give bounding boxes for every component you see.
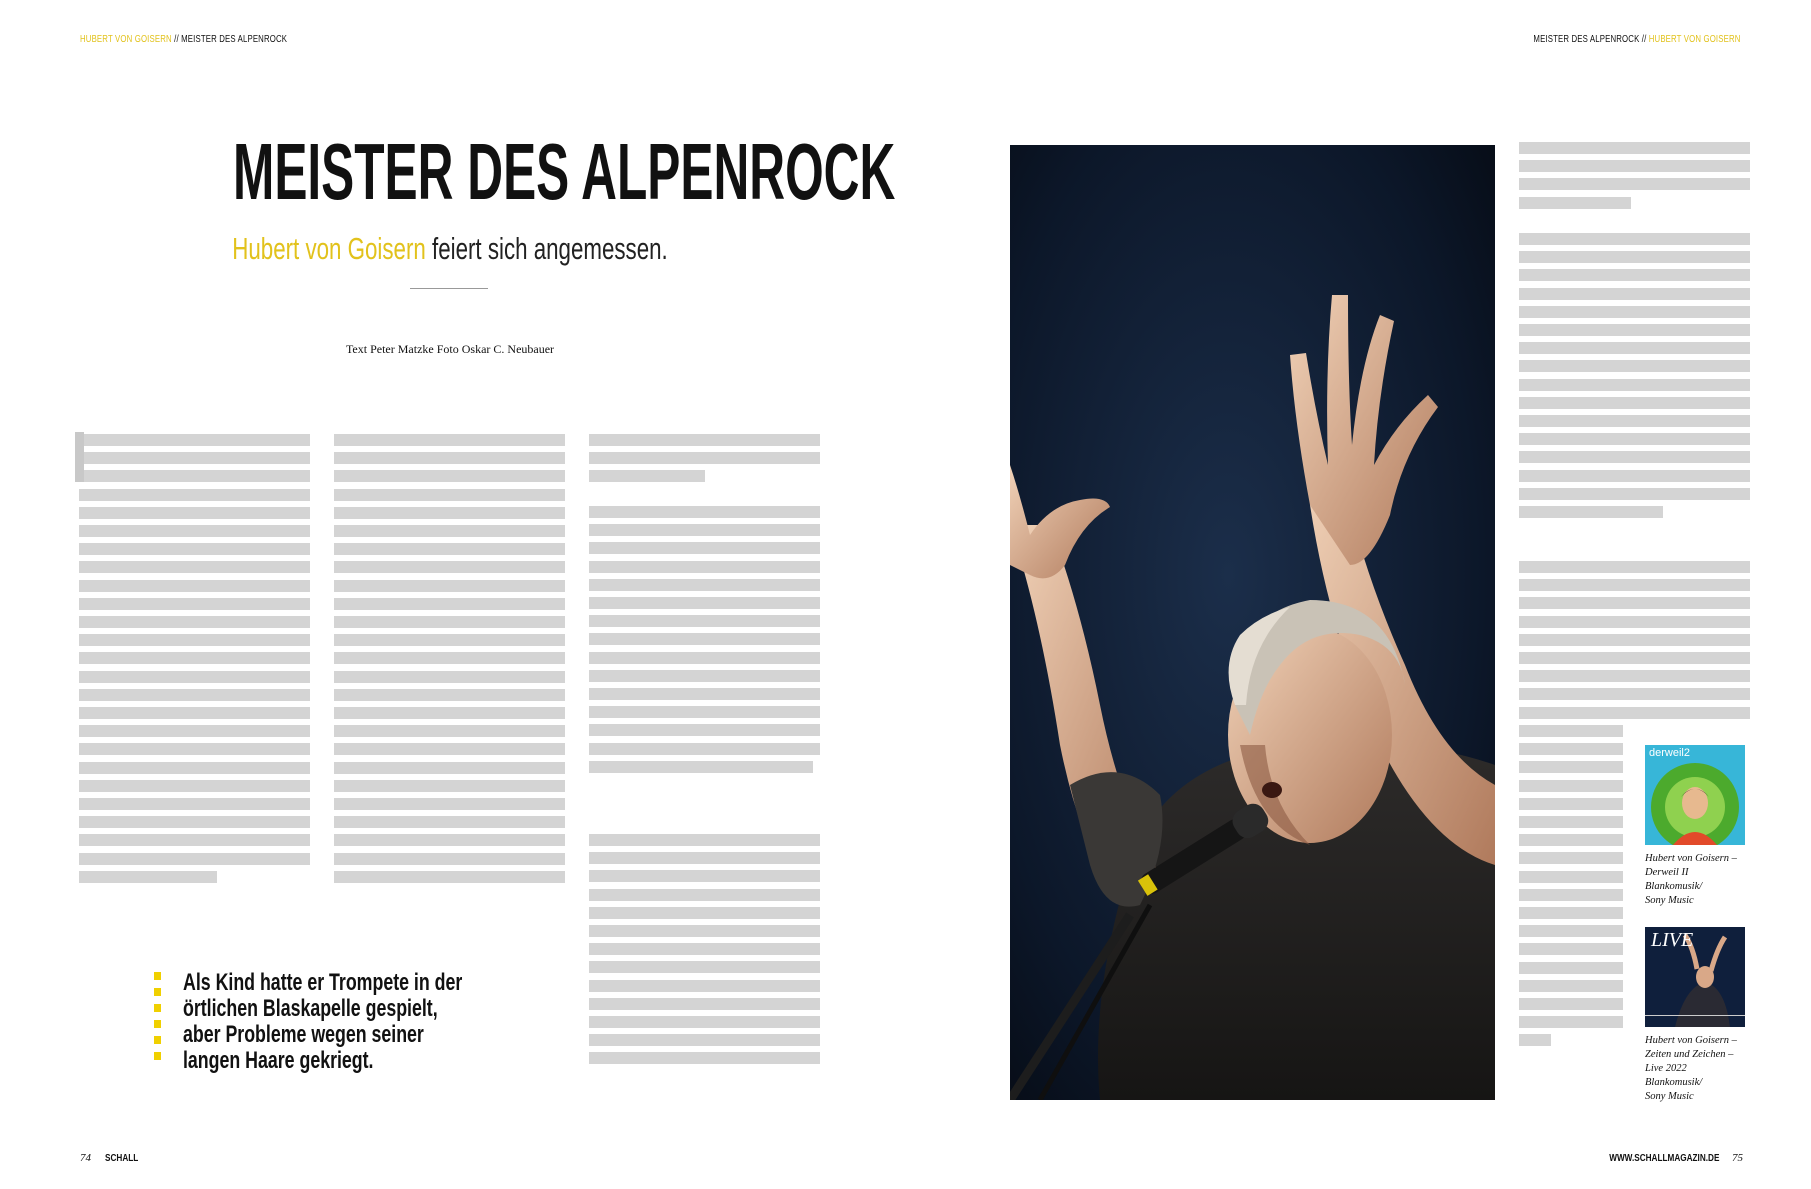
redacted-text-line [334,780,565,792]
redacted-text-line [79,780,310,792]
redacted-text-line [334,598,565,610]
redacted-text-line [1519,780,1623,792]
redacted-text-line [79,834,310,846]
redacted-text-line [79,798,310,810]
redacted-text-line [1519,688,1750,700]
redacted-text-line [334,489,565,501]
drop-cap-placeholder [75,432,84,482]
redacted-text-line [1519,761,1623,773]
redacted-text-line [79,871,217,883]
running-head-author: HUBERT VON GOISERN [80,34,172,45]
redacted-text-line [79,707,310,719]
redacted-text-line [589,943,820,955]
redacted-text-line [589,961,820,973]
quote-bullet [154,1020,161,1028]
caption-line: Live 2022 [1645,1063,1687,1074]
redacted-text-line [79,543,310,555]
redacted-text-line [1519,889,1623,901]
caption-line: Hubert von Goisern – [1645,1035,1737,1046]
redacted-text-line [1519,197,1631,209]
redacted-text-line [1519,379,1750,391]
album-cover-art [1645,745,1745,845]
redacted-text-line [334,507,565,519]
redacted-text-line [1519,451,1750,463]
quote-bullet [154,988,161,996]
redacted-text-line [1519,415,1750,427]
redacted-text-line [1519,251,1750,263]
subtitle-highlight: Hubert von Goisern [232,231,426,266]
redacted-text-line [334,743,565,755]
redacted-text-line [79,762,310,774]
redacted-text-line [334,616,565,628]
redacted-text-line [589,633,820,645]
redacted-text-line [1519,561,1750,573]
redacted-text-line [1519,925,1623,937]
page-number-right: 75 [1732,1152,1743,1164]
redacted-text-line [1519,634,1750,646]
redacted-text-line [1519,743,1623,755]
redacted-text-line [1519,1034,1551,1046]
album-cover-title: derweil2 [1649,747,1690,759]
redacted-text-line [1519,597,1750,609]
redacted-text-line [589,597,820,609]
caption-line: Sony Music [1645,895,1694,906]
redacted-text-line [334,580,565,592]
redacted-text-line [79,580,310,592]
redacted-text-line [589,470,705,482]
redacted-text-line [589,524,820,536]
footer-right [1585,1148,1743,1166]
redacted-text-line [334,707,565,719]
redacted-text-line [1519,306,1750,318]
quote-bullet [154,1036,161,1044]
caption-line: Derweil II [1645,867,1689,878]
redacted-text-line [334,689,565,701]
redacted-text-line [1519,160,1750,172]
redacted-text-line [79,470,310,482]
redacted-text-line [334,543,565,555]
redacted-text-line [79,816,310,828]
redacted-text-line [1519,506,1663,518]
redacted-text-line [589,452,820,464]
redacted-text-line [589,542,820,554]
redacted-text-line [334,725,565,737]
redacted-text-line [1519,1016,1623,1028]
pull-quote-line: langen Haare gekriegt. [183,1047,374,1074]
caption-line: Blankomusik/ [1645,1077,1703,1088]
redacted-text-line [589,870,820,882]
redacted-text-line [1519,342,1750,354]
redacted-text-line [589,834,820,846]
redacted-text-line [589,1034,820,1046]
redacted-text-line [79,561,310,573]
redacted-text-line [1519,943,1623,955]
redacted-text-line [1519,725,1623,737]
pull-quote-line: örtlichen Blaskapelle gespielt, [183,995,438,1022]
redacted-text-line [589,434,820,446]
redacted-text-line [1519,962,1623,974]
redacted-text-line [334,525,565,537]
redacted-text-line [79,725,310,737]
redacted-text-line [1519,616,1750,628]
redacted-text-line [334,634,565,646]
redacted-text-line [589,706,820,718]
redacted-text-line [589,907,820,919]
redacted-text-line [79,616,310,628]
redacted-text-line [1519,178,1750,190]
footer-left [80,1148,146,1166]
redacted-text-line [1519,433,1750,445]
redacted-text-line [79,489,310,501]
redacted-text-line [589,980,820,992]
footer-brand: SCHALL [105,1153,139,1164]
quote-bullet [154,972,161,980]
running-head-separator: // [1642,34,1647,45]
article-subtitle [198,232,702,266]
album-cover-derweil [1645,745,1745,845]
redacted-text-line [589,761,813,773]
redacted-text-line [334,853,565,865]
redacted-text-line [589,998,820,1010]
album-cover-live [1645,927,1745,1027]
redacted-text-line [334,871,565,883]
pull-quote-line: Als Kind hatte er Trompete in der [183,969,463,996]
quote-bullet [154,1004,161,1012]
redacted-text-line [1519,397,1750,409]
redacted-text-line [334,452,565,464]
caption-line: Blankomusik/ [1645,881,1703,892]
redacted-text-line [1519,707,1750,719]
page-number-left: 74 [80,1152,91,1164]
hero-photo [1010,145,1495,1100]
redacted-text-line [589,743,820,755]
redacted-text-line [334,434,565,446]
redacted-text-line [334,798,565,810]
redacted-text-line [1519,360,1750,372]
running-head-left [80,34,287,45]
running-head-right [1534,34,1741,45]
redacted-text-line [1519,852,1623,864]
redacted-text-line [589,925,820,937]
footer-url: WWW.SCHALLMAGAZIN.DE [1609,1153,1720,1164]
running-head-title: MEISTER DES ALPENROCK [1533,34,1640,45]
redacted-text-line [589,724,820,736]
redacted-text-line [334,671,565,683]
redacted-text-line [589,652,820,664]
subtitle-text: feiert sich angemessen. [425,231,668,266]
redacted-text-line [79,434,310,446]
redacted-text-line [589,1052,820,1064]
redacted-text-line [1519,579,1750,591]
album-caption-live [1645,1034,1785,1104]
redacted-text-line [79,853,310,865]
redacted-text-line [589,579,820,591]
album-caption-derweil [1645,852,1785,908]
redacted-text-line [1519,233,1750,245]
caption-line: Sony Music [1645,1091,1694,1102]
redacted-text-line [79,652,310,664]
redacted-text-line [334,470,565,482]
redacted-text-line [79,598,310,610]
redacted-text-line [589,561,820,573]
redacted-text-line [1519,324,1750,336]
redacted-text-line [1519,488,1750,500]
running-head-author: HUBERT VON GOISERN [1649,34,1741,45]
article-credits: Text Peter Matzke Foto Oskar C. Neubauer [345,342,555,356]
quote-bullet [154,1052,161,1060]
redacted-text-line [589,688,820,700]
redacted-text-line [1519,998,1623,1010]
redacted-text-line [1519,798,1623,810]
redacted-text-line [79,671,310,683]
redacted-text-line [1519,834,1623,846]
running-head-separator: // [174,34,179,45]
redacted-text-line [1519,142,1750,154]
redacted-text-line [1519,652,1750,664]
redacted-text-line [589,889,820,901]
redacted-text-line [1519,871,1623,883]
redacted-text-line [79,507,310,519]
title-divider [410,288,488,289]
running-head-title: MEISTER DES ALPENROCK [181,34,288,45]
redacted-text-line [79,634,310,646]
redacted-text-line [79,743,310,755]
redacted-text-line [1519,269,1750,281]
redacted-text-line [589,852,820,864]
redacted-text-line [334,834,565,846]
redacted-text-line [334,816,565,828]
redacted-text-line [79,525,310,537]
redacted-text-line [1519,816,1623,828]
redacted-text-line [334,762,565,774]
redacted-text-line [1519,980,1623,992]
caption-line: Zeiten und Zeichen – [1645,1049,1734,1060]
redacted-text-line [1519,288,1750,300]
redacted-text-line [589,506,820,518]
redacted-text-line [334,561,565,573]
album-cover-title: LIVE [1651,929,1694,951]
singer-photo-illustration [1010,145,1495,1100]
pull-quote-line: aber Probleme wegen seiner [183,1021,424,1048]
redacted-text-line [589,615,820,627]
article-title: MEISTER DES ALPENROCK [233,127,896,216]
redacted-text-line [589,1016,820,1028]
redacted-text-line [334,652,565,664]
caption-line: Hubert von Goisern – [1645,853,1737,864]
redacted-text-line [589,670,820,682]
redacted-text-line [79,689,310,701]
redacted-text-line [1519,907,1623,919]
redacted-text-line [1519,470,1750,482]
redacted-text-line [79,452,310,464]
redacted-text-line [1519,670,1750,682]
